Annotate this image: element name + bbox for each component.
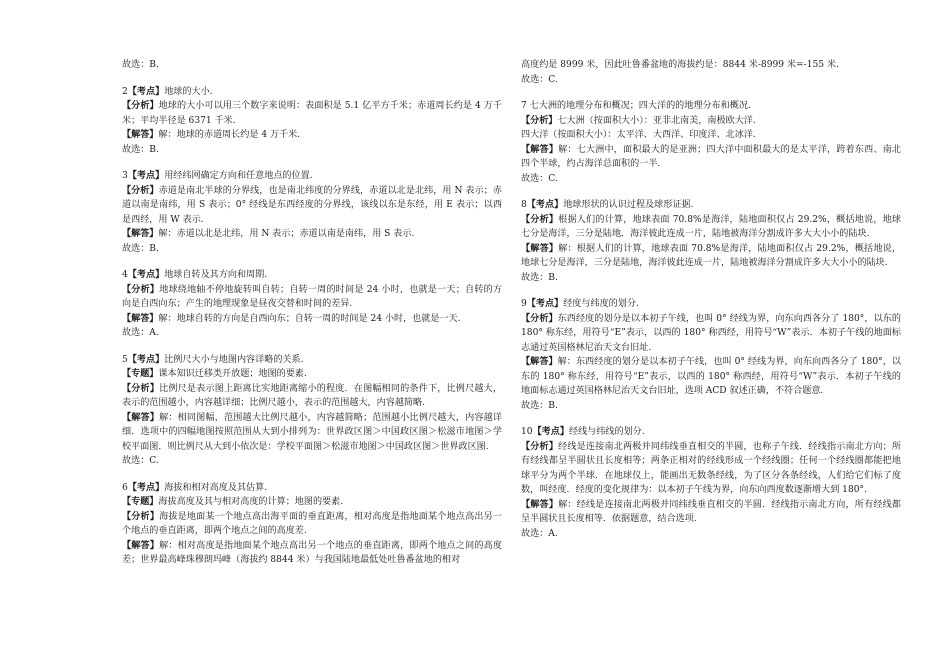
- text-line: [122, 128, 502, 143]
- body-text: 比例尺是表示图上距离比实地距离缩小的程度．在图幅相同的条件下，比例尺越大，表示的范围越小，内容越详细；比例尺越小，表示的范围越大，内容越简略.: [122, 383, 502, 408]
- question-number: 6: [122, 482, 128, 493]
- section-tag: 【分析】: [521, 114, 558, 126]
- text-line: [521, 114, 901, 129]
- text-line: [521, 198, 901, 213]
- paragraph-gap: [521, 413, 901, 425]
- text-line: [521, 99, 901, 114]
- section-tag: 【分析】: [122, 510, 160, 522]
- text-line: [122, 454, 502, 469]
- body-text: 解：相对高度是指地面某个地点高出另一个地点的垂直距离，即两个地点之间的高度差；世界最高峰珠穆朗玛峰（海拔约 8844 米）与我国陆地最低处吐鲁番盆地的相对: [122, 540, 502, 565]
- text-line: [122, 353, 502, 368]
- paragraph-gap: [122, 157, 502, 169]
- text-line: [521, 213, 901, 242]
- text-line: [122, 58, 502, 73]
- question-number: 5: [122, 354, 128, 365]
- body-text: 经度与纬度的划分.: [563, 299, 639, 309]
- body-text: 故选：C.: [521, 74, 558, 85]
- text-line: [521, 440, 901, 498]
- body-text: 地球形状的认识过程及球形证据.: [563, 200, 694, 210]
- question-number: 9: [521, 299, 527, 309]
- text-line: [122, 367, 502, 382]
- section-tag: 【考点】: [127, 269, 165, 280]
- text-line: [122, 326, 502, 341]
- question-number: 8: [521, 200, 527, 210]
- text-line: [521, 425, 901, 440]
- body-text: 故选：B.: [521, 272, 558, 283]
- body-text: 故选：B.: [122, 243, 159, 254]
- paragraph-gap: [521, 285, 901, 297]
- text-line: [521, 271, 901, 286]
- body-text: 解：地球自转的方向是自西向东；自转一周的时间是 24 小时，也就是一天.: [158, 313, 461, 324]
- text-line: [521, 312, 901, 356]
- text-line: [521, 498, 901, 527]
- section-tag: 【分析】: [122, 283, 160, 295]
- paragraph-gap: [122, 341, 502, 353]
- body-text: 故选：A.: [521, 528, 558, 539]
- section-tag: 【解答】: [122, 312, 159, 324]
- body-text: 地球的大小可以用三个数字来说明：表面积是 5.1 亿平方千米；赤道周长约是 4 万千米；平均半径是 6371 千米.: [122, 101, 502, 126]
- left-column: [122, 58, 502, 568]
- body-text: 海拔是地面某一个地点高出海平面的垂直距离，相对高度是指地面某个地点高出另一个地点的垂直距离，即两个地点之间的高度差.: [122, 511, 502, 536]
- text-line: [521, 128, 901, 143]
- text-line: [122, 481, 502, 496]
- question-number: 10: [521, 427, 533, 437]
- body-text: 故选：B.: [122, 144, 159, 155]
- section-tag: 【考点】: [526, 199, 564, 210]
- section-tag: 【考点】: [127, 170, 165, 181]
- body-text: 比例尺大小与地图内容详略的关系.: [164, 354, 304, 365]
- text-line: [521, 58, 901, 73]
- text-line: [521, 355, 901, 399]
- text-line: [122, 312, 502, 327]
- text-line: [521, 399, 901, 414]
- text-line: [122, 539, 502, 568]
- body-text: 东西经度的划分是以本初子午线，也叫 0° 经线为界，向东向西各分了 180°，以东的 180° 称东经，用符号“E”表示，以西的 180° 称西经，用符号“W”表示．本初子午线的地面标志通过英国格林尼治天文台旧址.: [521, 313, 901, 353]
- section-tag: 【分析】: [521, 213, 559, 225]
- text-line: [122, 510, 502, 539]
- section-tag: 【分析】: [122, 184, 159, 196]
- section-tag: 【分析】: [521, 312, 558, 324]
- text-line: [521, 527, 901, 542]
- text-line: [122, 242, 502, 257]
- section-tag: 【解答】: [122, 411, 160, 423]
- section-tag: 【考点】: [127, 353, 165, 365]
- section-tag: 【解答】: [521, 356, 558, 367]
- section-tag: 【解答】: [521, 498, 559, 510]
- text-line: [122, 227, 502, 242]
- section-tag: 【分析】: [521, 440, 559, 452]
- section-tag: 【专题】: [122, 496, 159, 507]
- body-text: 课本知识迁移类开放题；地图的要素.: [158, 369, 307, 379]
- paragraph-gap: [521, 87, 901, 99]
- body-text: 地球绕地轴不停地旋转叫自转；自转一周的时间是 24 小时，也就是一天；自转的方向是自西向东；产生的地理现象是昼夜交替和时间的差异.: [122, 284, 502, 309]
- text-line: [122, 268, 502, 283]
- text-line: [122, 411, 502, 455]
- section-tag: 【专题】: [122, 368, 159, 379]
- paragraph-gap: [122, 256, 502, 268]
- body-text: 地球的大小.: [164, 86, 213, 97]
- section-tag: 【解答】: [122, 539, 160, 551]
- body-text: 解：赤道以北是北纬，用 N 表示；赤道以南是南纬，用 S 表示.: [158, 229, 415, 239]
- body-text: 地球自转及其方向和周期.: [164, 270, 268, 280]
- body-text: 7 七大洲的地理分布和概况；四大洋的的地理分布和概况.: [521, 101, 751, 111]
- text-line: [122, 99, 502, 128]
- body-text: 根据人们的计算，地球表面 70.8%是海洋，陆地面积仅占 29.2%，概括地说，地球七分是海洋，三分是陆地．海洋彼此连成一片，陆地被海洋分割成许多大大小小的陆块.: [521, 214, 901, 239]
- text-line: [122, 169, 502, 184]
- text-line: [122, 382, 502, 411]
- text-line: [521, 172, 901, 187]
- paragraph-gap: [122, 469, 502, 481]
- text-line: [122, 495, 502, 510]
- body-text: 解：七大洲中，面积最大的是亚洲；四大洋中面积最大的是太平洋，跨着东西、南北四个半球，约占海洋总面积的一半.: [521, 144, 901, 169]
- section-tag: 【考点】: [532, 426, 569, 437]
- text-line: [122, 85, 502, 100]
- body-text: 解：相同图幅，范围越大比例尺越小，内容越简略；范围越小比例尺越大，内容越详细．选项中的四幅地图按照范围从大到小排列为：世界政区图＞中国政区图＞松滋市地图＞学校平面图．则比例尺从大到小依次是：学校平面图＞松滋市地图＞中国政区图＞世界政区图.: [122, 412, 502, 452]
- paragraph-gap: [521, 186, 901, 198]
- section-tag: 【考点】: [127, 481, 165, 493]
- body-text: 解：东西经度的划分是以本初子午线，也叫 0° 经线为界，向东向西各分了 180°，以东的 180° 称东经，用符号“E”表示，以西的 180° 称西经，用符号“W”表示．本初子午线的地面标志通过英国格林尼治天文台旧址，选项 ACD 叙述正确，不符合题意.: [521, 357, 901, 396]
- text-line: [521, 143, 901, 172]
- body-text: 海拔高度及其与相对高度的计算；地图的要素.: [158, 497, 344, 507]
- body-text: 故选：A.: [122, 328, 159, 338]
- text-line: [521, 73, 901, 88]
- body-text: 故选：B.: [521, 400, 558, 411]
- body-text: 故选：B.: [122, 60, 159, 70]
- paragraph-gap: [122, 73, 502, 85]
- question-number: 3: [122, 171, 128, 181]
- body-text: 解：经线是连接南北两极并同纬线垂直相交的半圆．经线指示南北方向，所有经线都呈半圆状且长度相等．依据题意，结合选项.: [521, 499, 901, 524]
- section-tag: 【解答】: [122, 129, 159, 140]
- body-text: 故选：C.: [521, 173, 558, 184]
- body-text: 经线与纬线的划分.: [568, 427, 645, 437]
- section-tag: 【分析】: [122, 382, 160, 394]
- body-text: 解：地球的赤道周长约是 4 万千米.: [158, 130, 301, 140]
- section-tag: 【考点】: [526, 298, 564, 309]
- right-column: [521, 58, 901, 541]
- body-text: 经线是连接南北两极并同纬线垂直相交的半圆，也称子午线．经线指示南北方向；所有经线都呈半圆状且长度相等；两条正相对的经线形成一个经线圈；任何一个经线圈都能把地球平分为两个半球．在地球仪上，能画出无数条经线，为了区分各条经线，人们给它们标了度数，叫经度．经度的变化规律为：以本初子午线为界，向东向西度数逐渐增大到 180°.: [521, 441, 901, 495]
- section-tag: 【考点】: [127, 85, 165, 97]
- section-tag: 【分析】: [122, 100, 159, 111]
- body-text: 四大洋（按面积大小）：太平洋、大西洋、印度洋、北冰洋.: [521, 130, 756, 140]
- section-tag: 【解答】: [122, 228, 159, 239]
- text-line: [122, 184, 502, 228]
- body-text: 解：根据人们的计算，地球表面 70.8%是海洋，陆地面积仅占 29.2%，概括地说，地球七分是海洋，三分是陆地，海洋彼此连成一片，陆地被海洋分割成许多大大小小的陆块.: [521, 243, 901, 268]
- text-line: [521, 242, 901, 271]
- body-text: 海拔和相对高度及其估算.: [164, 482, 268, 493]
- body-text: 七大洲（按面积大小）：亚非北南美，南极欧大洋.: [557, 115, 756, 126]
- body-text: 故选：C.: [122, 456, 159, 466]
- body-text: 用经纬网确定方向和任意地点的位置.: [164, 171, 313, 181]
- question-number: 2: [122, 86, 128, 97]
- section-tag: 【解答】: [521, 242, 559, 254]
- body-text: 赤道是南北半球的分界线，也是南北纬度的分界线，赤道以北是北纬，用 N 表示；赤道以南是南纬，用 S 表示；0° 经线是东西经度的分界线，该线以东是东经，用 E 表示；以西是西经，用 W 表示.: [122, 185, 502, 225]
- text-line: [521, 297, 901, 312]
- body-text: 高度约是 8999 米，因此吐鲁番盆地的海拔约是：8844 米-8999 米=-155 米.: [521, 60, 839, 70]
- text-line: [122, 143, 502, 158]
- section-tag: 【解答】: [521, 143, 559, 155]
- text-line: [122, 283, 502, 312]
- question-number: 4: [122, 270, 128, 280]
